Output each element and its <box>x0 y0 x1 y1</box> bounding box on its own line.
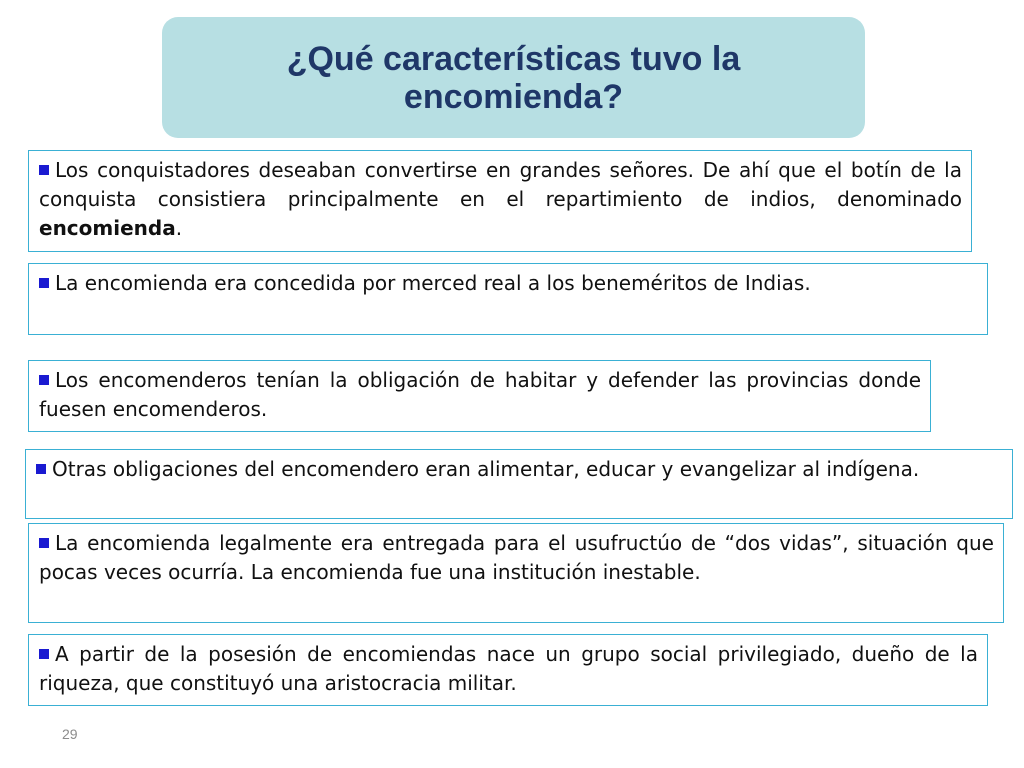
bullet-text-1-emphasis: encomienda <box>39 216 176 240</box>
square-bullet-icon <box>39 649 49 659</box>
bullet-card-5 <box>28 523 1004 623</box>
bullet-text-5 <box>39 529 994 587</box>
square-bullet-icon <box>39 375 49 385</box>
bullet-card-4 <box>25 449 1013 519</box>
slide-title: ¿Qué características tuvo la encomienda? <box>286 39 741 116</box>
bullet-text-6-main: A partir de la posesión de encomiendas nace un grupo social privilegiado, dueño de la riqueza, que constituyó una aristocracia militar. <box>39 642 978 695</box>
bullet-text-1-main: Los conquistadores deseaban convertirse en grandes señores. De ahí que el botín de la conquista consistiera principalmente en el repartimiento de indios, denominado <box>39 158 962 211</box>
bullet-text-2-main: La encomienda era concedida por merced real a los beneméritos de Indias. <box>55 271 811 295</box>
bullet-card-3 <box>28 360 931 432</box>
bullet-text-4 <box>36 455 1003 484</box>
bullet-card-2 <box>28 263 988 335</box>
bullet-text-5-main: La encomienda legalmente era entregada para el usufructúo de “dos vidas”, situación que pocas veces ocurría. La encomienda fue una institución inestable. <box>39 531 994 584</box>
bullet-text-6 <box>39 640 978 698</box>
bullet-card-6 <box>28 634 988 706</box>
title-banner <box>162 17 865 138</box>
bullet-card-1 <box>28 150 972 252</box>
square-bullet-icon <box>39 165 49 175</box>
square-bullet-icon <box>36 464 46 474</box>
bullet-text-4-main: Otras obligaciones del encomendero eran alimentar, educar y evangelizar al indígena. <box>52 457 920 481</box>
bullet-text-1-end: . <box>175 216 183 240</box>
square-bullet-icon <box>39 538 49 548</box>
bullet-text-2 <box>39 269 978 298</box>
bullet-text-1 <box>39 156 962 243</box>
page-number: 29 <box>62 726 78 742</box>
bullet-text-3-main: Los encomenderos tenían la obligación de habitar y defender las provincias donde fuesen encomenderos. <box>39 368 921 421</box>
square-bullet-icon <box>39 278 49 288</box>
bullet-text-3 <box>39 366 921 424</box>
